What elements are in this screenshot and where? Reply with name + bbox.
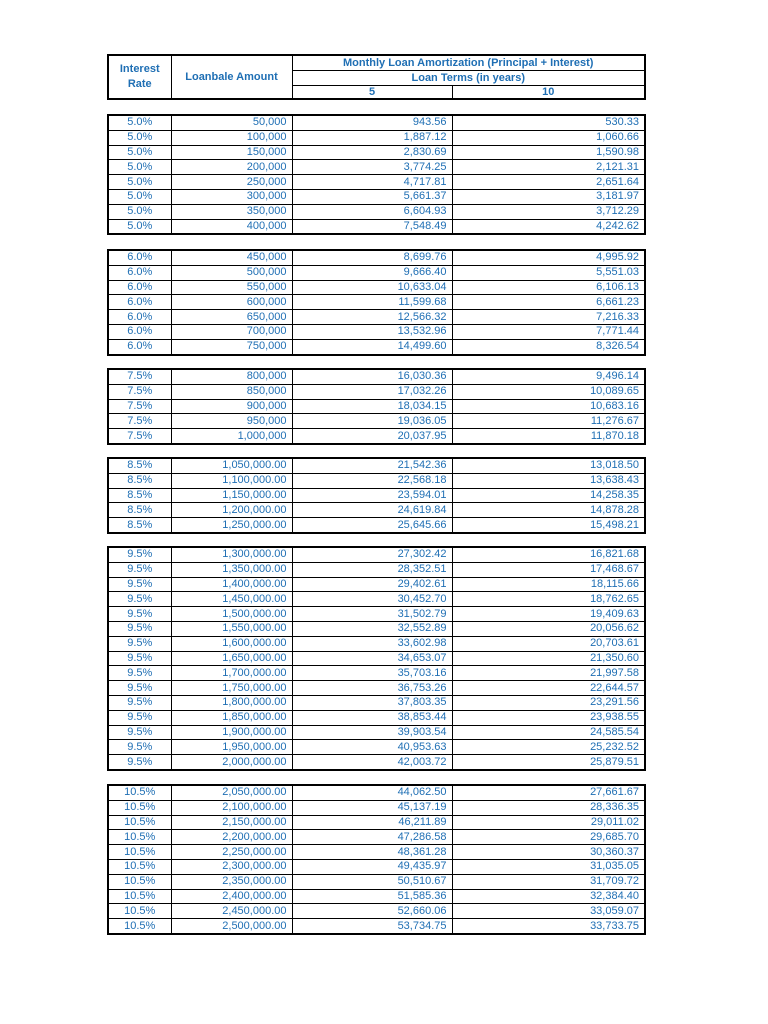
loan-amount-cell: 1,300,000.00: [171, 547, 292, 562]
payment-10yr-cell: 31,035.05: [452, 859, 645, 874]
loan-amount-cell: 250,000: [171, 175, 292, 190]
payment-10yr-cell: 20,056.62: [452, 621, 645, 636]
loan-amount-cell: 950,000: [171, 414, 292, 429]
interest-rate-cell: 8.5%: [108, 458, 171, 473]
table-row: [108, 755, 645, 770]
loan-amount-cell: 1,950,000.00: [171, 740, 292, 755]
table-row: [108, 145, 645, 160]
payment-5yr-cell: 14,499.60: [292, 339, 452, 354]
payment-5yr-cell: 9,666.40: [292, 265, 452, 280]
interest-rate-cell: 6.0%: [108, 310, 171, 325]
payment-10yr-cell: 15,498.21: [452, 518, 645, 533]
interest-rate-cell: 10.5%: [108, 859, 171, 874]
table-row: [108, 473, 645, 488]
loan-amount-cell: 1,500,000.00: [171, 607, 292, 622]
interest-rate-cell: 9.5%: [108, 547, 171, 562]
payment-5yr-cell: 32,552.89: [292, 621, 452, 636]
payment-10yr-cell: 23,291.56: [452, 695, 645, 710]
payment-5yr-cell: 11,599.68: [292, 295, 452, 310]
interest-rate-cell: 5.0%: [108, 115, 171, 130]
interest-rate-cell: 6.0%: [108, 295, 171, 310]
table-row: [108, 384, 645, 399]
table-row: [108, 592, 645, 607]
payment-5yr-cell: 13,532.96: [292, 324, 452, 339]
loan-amount-cell: 1,400,000.00: [171, 577, 292, 592]
payment-5yr-cell: 12,566.32: [292, 310, 452, 325]
loan-amount-cell: 850,000: [171, 384, 292, 399]
payment-10yr-cell: 25,879.51: [452, 755, 645, 770]
table-row: [108, 577, 645, 592]
payment-10yr-cell: 10,089.65: [452, 384, 645, 399]
payment-5yr-cell: 48,361.28: [292, 845, 452, 860]
payment-10yr-cell: 11,276.67: [452, 414, 645, 429]
payment-5yr-cell: 44,062.50: [292, 785, 452, 800]
table-row: [108, 189, 645, 204]
table-row: [108, 651, 645, 666]
payment-10yr-cell: 17,468.67: [452, 562, 645, 577]
payment-10yr-cell: 14,878.28: [452, 503, 645, 518]
interest-rate-cell: 8.5%: [108, 488, 171, 503]
table-row: [108, 219, 645, 234]
loan-amount-cell: 1,000,000: [171, 429, 292, 444]
payment-5yr-cell: 2,830.69: [292, 145, 452, 160]
interest-rate-cell: 9.5%: [108, 636, 171, 651]
table-row: [108, 130, 645, 145]
payment-10yr-cell: 21,997.58: [452, 666, 645, 681]
loan-amount-cell: 1,700,000.00: [171, 666, 292, 681]
table-row: [108, 681, 645, 696]
payment-10yr-cell: 32,384.40: [452, 889, 645, 904]
payment-5yr-cell: 38,853.44: [292, 710, 452, 725]
payment-5yr-cell: 53,734.75: [292, 919, 452, 934]
payment-10yr-cell: 530.33: [452, 115, 645, 130]
rate-group-table: [107, 249, 646, 356]
table-row: [108, 621, 645, 636]
payment-10yr-cell: 1,060.66: [452, 130, 645, 145]
payment-10yr-cell: 24,585.54: [452, 725, 645, 740]
payment-10yr-cell: 28,336.35: [452, 800, 645, 815]
interest-rate-cell: 10.5%: [108, 904, 171, 919]
loan-amount-cell: 350,000: [171, 204, 292, 219]
interest-rate-cell: 5.0%: [108, 130, 171, 145]
interest-rate-cell: 6.0%: [108, 265, 171, 280]
payment-10yr-cell: 6,106.13: [452, 280, 645, 295]
loan-amount-cell: 2,050,000.00: [171, 785, 292, 800]
payment-10yr-cell: 33,733.75: [452, 919, 645, 934]
loan-amount-cell: 300,000: [171, 189, 292, 204]
table-row: [108, 518, 645, 533]
payment-10yr-cell: 18,762.65: [452, 592, 645, 607]
payment-5yr-cell: 30,452.70: [292, 592, 452, 607]
monthly-amortization-header: Monthly Loan Amortization (Principal + Interest): [292, 55, 645, 70]
interest-rate-cell: 5.0%: [108, 175, 171, 190]
table-row: [108, 399, 645, 414]
table-row: [108, 740, 645, 755]
payment-10yr-cell: 3,181.97: [452, 189, 645, 204]
table-row: [108, 547, 645, 562]
loan-amount-cell: 1,850,000.00: [171, 710, 292, 725]
loan-amount-cell: 1,050,000.00: [171, 458, 292, 473]
loan-amount-cell: 2,200,000.00: [171, 830, 292, 845]
loan-amount-cell: 1,900,000.00: [171, 725, 292, 740]
loan-amount-cell: 2,250,000.00: [171, 845, 292, 860]
interest-rate-cell: 9.5%: [108, 592, 171, 607]
interest-rate-cell: 10.5%: [108, 800, 171, 815]
rate-group-table: [107, 546, 646, 771]
rate-group-table: [107, 784, 646, 935]
payment-10yr-cell: 6,661.23: [452, 295, 645, 310]
payment-5yr-cell: 25,645.66: [292, 518, 452, 533]
interest-rate-cell: 7.5%: [108, 414, 171, 429]
payment-5yr-cell: 35,703.16: [292, 666, 452, 681]
loan-amount-cell: 600,000: [171, 295, 292, 310]
interest-rate-cell: 10.5%: [108, 919, 171, 934]
table-row: [108, 710, 645, 725]
table-row: [108, 919, 645, 934]
table-row: [108, 725, 645, 740]
loan-amount-cell: 1,450,000.00: [171, 592, 292, 607]
table-row: [108, 324, 645, 339]
term-10-header: 10: [452, 85, 645, 99]
payment-10yr-cell: 10,683.16: [452, 399, 645, 414]
table-row: [108, 815, 645, 830]
loan-amount-cell: 2,450,000.00: [171, 904, 292, 919]
payment-5yr-cell: 21,542.36: [292, 458, 452, 473]
loan-amount-cell: 150,000: [171, 145, 292, 160]
table-row: [108, 889, 645, 904]
interest-rate-cell: 6.0%: [108, 280, 171, 295]
interest-rate-cell: 5.0%: [108, 160, 171, 175]
payment-10yr-cell: 22,644.57: [452, 681, 645, 696]
payment-5yr-cell: 23,594.01: [292, 488, 452, 503]
loan-amount-cell: 2,400,000.00: [171, 889, 292, 904]
table-row: [108, 845, 645, 860]
payment-5yr-cell: 49,435.97: [292, 859, 452, 874]
table-row: [108, 695, 645, 710]
interest-rate-cell: 9.5%: [108, 621, 171, 636]
payment-5yr-cell: 33,602.98: [292, 636, 452, 651]
table-row: [108, 904, 645, 919]
payment-10yr-cell: 18,115.66: [452, 577, 645, 592]
payment-10yr-cell: 13,018.50: [452, 458, 645, 473]
interest-rate-cell: 7.5%: [108, 384, 171, 399]
loanable-amount-header: Loanbale Amount: [171, 55, 292, 99]
payment-5yr-cell: 7,548.49: [292, 219, 452, 234]
rate-group-table: [107, 457, 646, 534]
interest-rate-cell: 6.0%: [108, 324, 171, 339]
payment-5yr-cell: 28,352.51: [292, 562, 452, 577]
payment-5yr-cell: 22,568.18: [292, 473, 452, 488]
payment-10yr-cell: 23,938.55: [452, 710, 645, 725]
payment-10yr-cell: 30,360.37: [452, 845, 645, 860]
interest-rate-cell: 9.5%: [108, 740, 171, 755]
loan-amount-cell: 700,000: [171, 324, 292, 339]
table-row: [108, 160, 645, 175]
loan-amount-cell: 450,000: [171, 250, 292, 265]
interest-rate-cell: 9.5%: [108, 681, 171, 696]
table-row: [108, 369, 645, 384]
rate-group-table: [107, 368, 646, 445]
payment-10yr-cell: 11,870.18: [452, 429, 645, 444]
loan-amount-cell: 1,100,000.00: [171, 473, 292, 488]
table-row: [108, 265, 645, 280]
table-row: [108, 859, 645, 874]
table-row: [108, 666, 645, 681]
payment-5yr-cell: 42,003.72: [292, 755, 452, 770]
interest-rate-cell: 10.5%: [108, 845, 171, 860]
interest-rate-cell: 5.0%: [108, 145, 171, 160]
table-row: [108, 310, 645, 325]
interest-rate-header: Interest Rate: [108, 55, 171, 99]
payment-5yr-cell: 10,633.04: [292, 280, 452, 295]
table-row: [108, 607, 645, 622]
table-row: [108, 800, 645, 815]
loan-amount-cell: 1,150,000.00: [171, 488, 292, 503]
loan-amount-cell: 550,000: [171, 280, 292, 295]
payment-10yr-cell: 29,011.02: [452, 815, 645, 830]
loan-amount-cell: 1,550,000.00: [171, 621, 292, 636]
payment-10yr-cell: 7,771.44: [452, 324, 645, 339]
payment-5yr-cell: 31,502.79: [292, 607, 452, 622]
loan-amount-cell: 1,800,000.00: [171, 695, 292, 710]
payment-5yr-cell: 36,753.26: [292, 681, 452, 696]
interest-rate-cell: 9.5%: [108, 562, 171, 577]
interest-rate-cell: 5.0%: [108, 189, 171, 204]
payment-5yr-cell: 16,030.36: [292, 369, 452, 384]
table-row: [108, 874, 645, 889]
interest-rate-cell: 5.0%: [108, 219, 171, 234]
loan-amount-cell: 200,000: [171, 160, 292, 175]
interest-rate-cell: 7.5%: [108, 369, 171, 384]
payment-10yr-cell: 16,821.68: [452, 547, 645, 562]
table-row: [108, 636, 645, 651]
loan-amount-cell: 650,000: [171, 310, 292, 325]
rate-group-table: [107, 114, 646, 235]
payment-5yr-cell: 20,037.95: [292, 429, 452, 444]
loan-amount-cell: 50,000: [171, 115, 292, 130]
payment-10yr-cell: 1,590.98: [452, 145, 645, 160]
interest-rate-cell: 6.0%: [108, 250, 171, 265]
loan-amount-cell: 1,200,000.00: [171, 503, 292, 518]
payment-5yr-cell: 47,286.58: [292, 830, 452, 845]
payment-10yr-cell: 3,712.29: [452, 204, 645, 219]
payment-10yr-cell: 13,638.43: [452, 473, 645, 488]
loan-amount-cell: 1,250,000.00: [171, 518, 292, 533]
table-row: [108, 503, 645, 518]
loan-amount-cell: 1,750,000.00: [171, 681, 292, 696]
table-row: [108, 204, 645, 219]
loan-amount-cell: 500,000: [171, 265, 292, 280]
interest-rate-cell: 8.5%: [108, 518, 171, 533]
loan-terms-header: Loan Terms (in years): [292, 70, 645, 85]
payment-5yr-cell: 50,510.67: [292, 874, 452, 889]
table-row: [108, 339, 645, 354]
payment-5yr-cell: 27,302.42: [292, 547, 452, 562]
payment-10yr-cell: 19,409.63: [452, 607, 645, 622]
interest-rate-cell: 9.5%: [108, 725, 171, 740]
payment-10yr-cell: 25,232.52: [452, 740, 645, 755]
loan-amount-cell: 1,650,000.00: [171, 651, 292, 666]
payment-5yr-cell: 19,036.05: [292, 414, 452, 429]
payment-5yr-cell: 1,887.12: [292, 130, 452, 145]
payment-10yr-cell: 2,651.64: [452, 175, 645, 190]
term-5-header: 5: [292, 85, 452, 99]
payment-10yr-cell: 4,995.92: [452, 250, 645, 265]
payment-10yr-cell: 4,242.62: [452, 219, 645, 234]
table-row: [108, 785, 645, 800]
payment-5yr-cell: 8,699.76: [292, 250, 452, 265]
payment-5yr-cell: 3,774.25: [292, 160, 452, 175]
interest-rate-cell: 8.5%: [108, 473, 171, 488]
payment-5yr-cell: 39,903.54: [292, 725, 452, 740]
payment-5yr-cell: 37,803.35: [292, 695, 452, 710]
payment-5yr-cell: 46,211.89: [292, 815, 452, 830]
loan-amount-cell: 400,000: [171, 219, 292, 234]
table-row: [108, 250, 645, 265]
loan-amount-cell: 1,350,000.00: [171, 562, 292, 577]
table-row: [108, 115, 645, 130]
payment-10yr-cell: 21,350.60: [452, 651, 645, 666]
payment-5yr-cell: 40,953.63: [292, 740, 452, 755]
interest-rate-cell: 9.5%: [108, 577, 171, 592]
payment-5yr-cell: 17,032.26: [292, 384, 452, 399]
table-row: [108, 414, 645, 429]
loan-amount-cell: 2,500,000.00: [171, 919, 292, 934]
interest-rate-cell: 9.5%: [108, 755, 171, 770]
interest-rate-cell: 7.5%: [108, 429, 171, 444]
payment-10yr-cell: 20,703.61: [452, 636, 645, 651]
payment-5yr-cell: 34,653.07: [292, 651, 452, 666]
interest-rate-cell: 9.5%: [108, 651, 171, 666]
payment-10yr-cell: 2,121.31: [452, 160, 645, 175]
payment-10yr-cell: 33,059.07: [452, 904, 645, 919]
interest-rate-cell: 10.5%: [108, 830, 171, 845]
loan-amount-cell: 800,000: [171, 369, 292, 384]
interest-rate-cell: 9.5%: [108, 607, 171, 622]
table-row: [108, 488, 645, 503]
payment-10yr-cell: 14,258.35: [452, 488, 645, 503]
loan-amount-cell: 2,300,000.00: [171, 859, 292, 874]
loan-amount-cell: 2,150,000.00: [171, 815, 292, 830]
table-row: [108, 280, 645, 295]
payment-5yr-cell: 52,660.06: [292, 904, 452, 919]
header-table: [107, 54, 646, 100]
payment-5yr-cell: 51,585.36: [292, 889, 452, 904]
loan-amount-cell: 2,350,000.00: [171, 874, 292, 889]
payment-5yr-cell: 5,661.37: [292, 189, 452, 204]
table-row: [108, 175, 645, 190]
payment-10yr-cell: 27,661.67: [452, 785, 645, 800]
payment-5yr-cell: 4,717.81: [292, 175, 452, 190]
payment-5yr-cell: 6,604.93: [292, 204, 452, 219]
payment-5yr-cell: 29,402.61: [292, 577, 452, 592]
interest-rate-cell: 6.0%: [108, 339, 171, 354]
interest-rate-cell: 8.5%: [108, 503, 171, 518]
interest-rate-cell: 7.5%: [108, 399, 171, 414]
loan-amount-cell: 100,000: [171, 130, 292, 145]
payment-10yr-cell: 5,551.03: [452, 265, 645, 280]
payment-10yr-cell: 8,326.54: [452, 339, 645, 354]
payment-5yr-cell: 45,137.19: [292, 800, 452, 815]
table-row: [108, 429, 645, 444]
interest-rate-cell: 9.5%: [108, 695, 171, 710]
loan-amount-cell: 2,000,000.00: [171, 755, 292, 770]
interest-rate-cell: 10.5%: [108, 785, 171, 800]
loan-amount-cell: 1,600,000.00: [171, 636, 292, 651]
loan-amount-cell: 2,100,000.00: [171, 800, 292, 815]
payment-5yr-cell: 943.56: [292, 115, 452, 130]
payment-5yr-cell: 18,034.15: [292, 399, 452, 414]
payment-10yr-cell: 7,216.33: [452, 310, 645, 325]
loan-amount-cell: 750,000: [171, 339, 292, 354]
table-row: [108, 458, 645, 473]
payment-10yr-cell: 29,685.70: [452, 830, 645, 845]
interest-rate-cell: 10.5%: [108, 815, 171, 830]
table-row: [108, 562, 645, 577]
interest-rate-cell: 5.0%: [108, 204, 171, 219]
interest-rate-cell: 9.5%: [108, 710, 171, 725]
table-row: [108, 295, 645, 310]
interest-rate-cell: 10.5%: [108, 874, 171, 889]
interest-rate-cell: 10.5%: [108, 889, 171, 904]
payment-5yr-cell: 24,619.84: [292, 503, 452, 518]
table-row: [108, 830, 645, 845]
payment-10yr-cell: 31,709.72: [452, 874, 645, 889]
loan-amount-cell: 900,000: [171, 399, 292, 414]
interest-rate-cell: 9.5%: [108, 666, 171, 681]
payment-10yr-cell: 9,496.14: [452, 369, 645, 384]
